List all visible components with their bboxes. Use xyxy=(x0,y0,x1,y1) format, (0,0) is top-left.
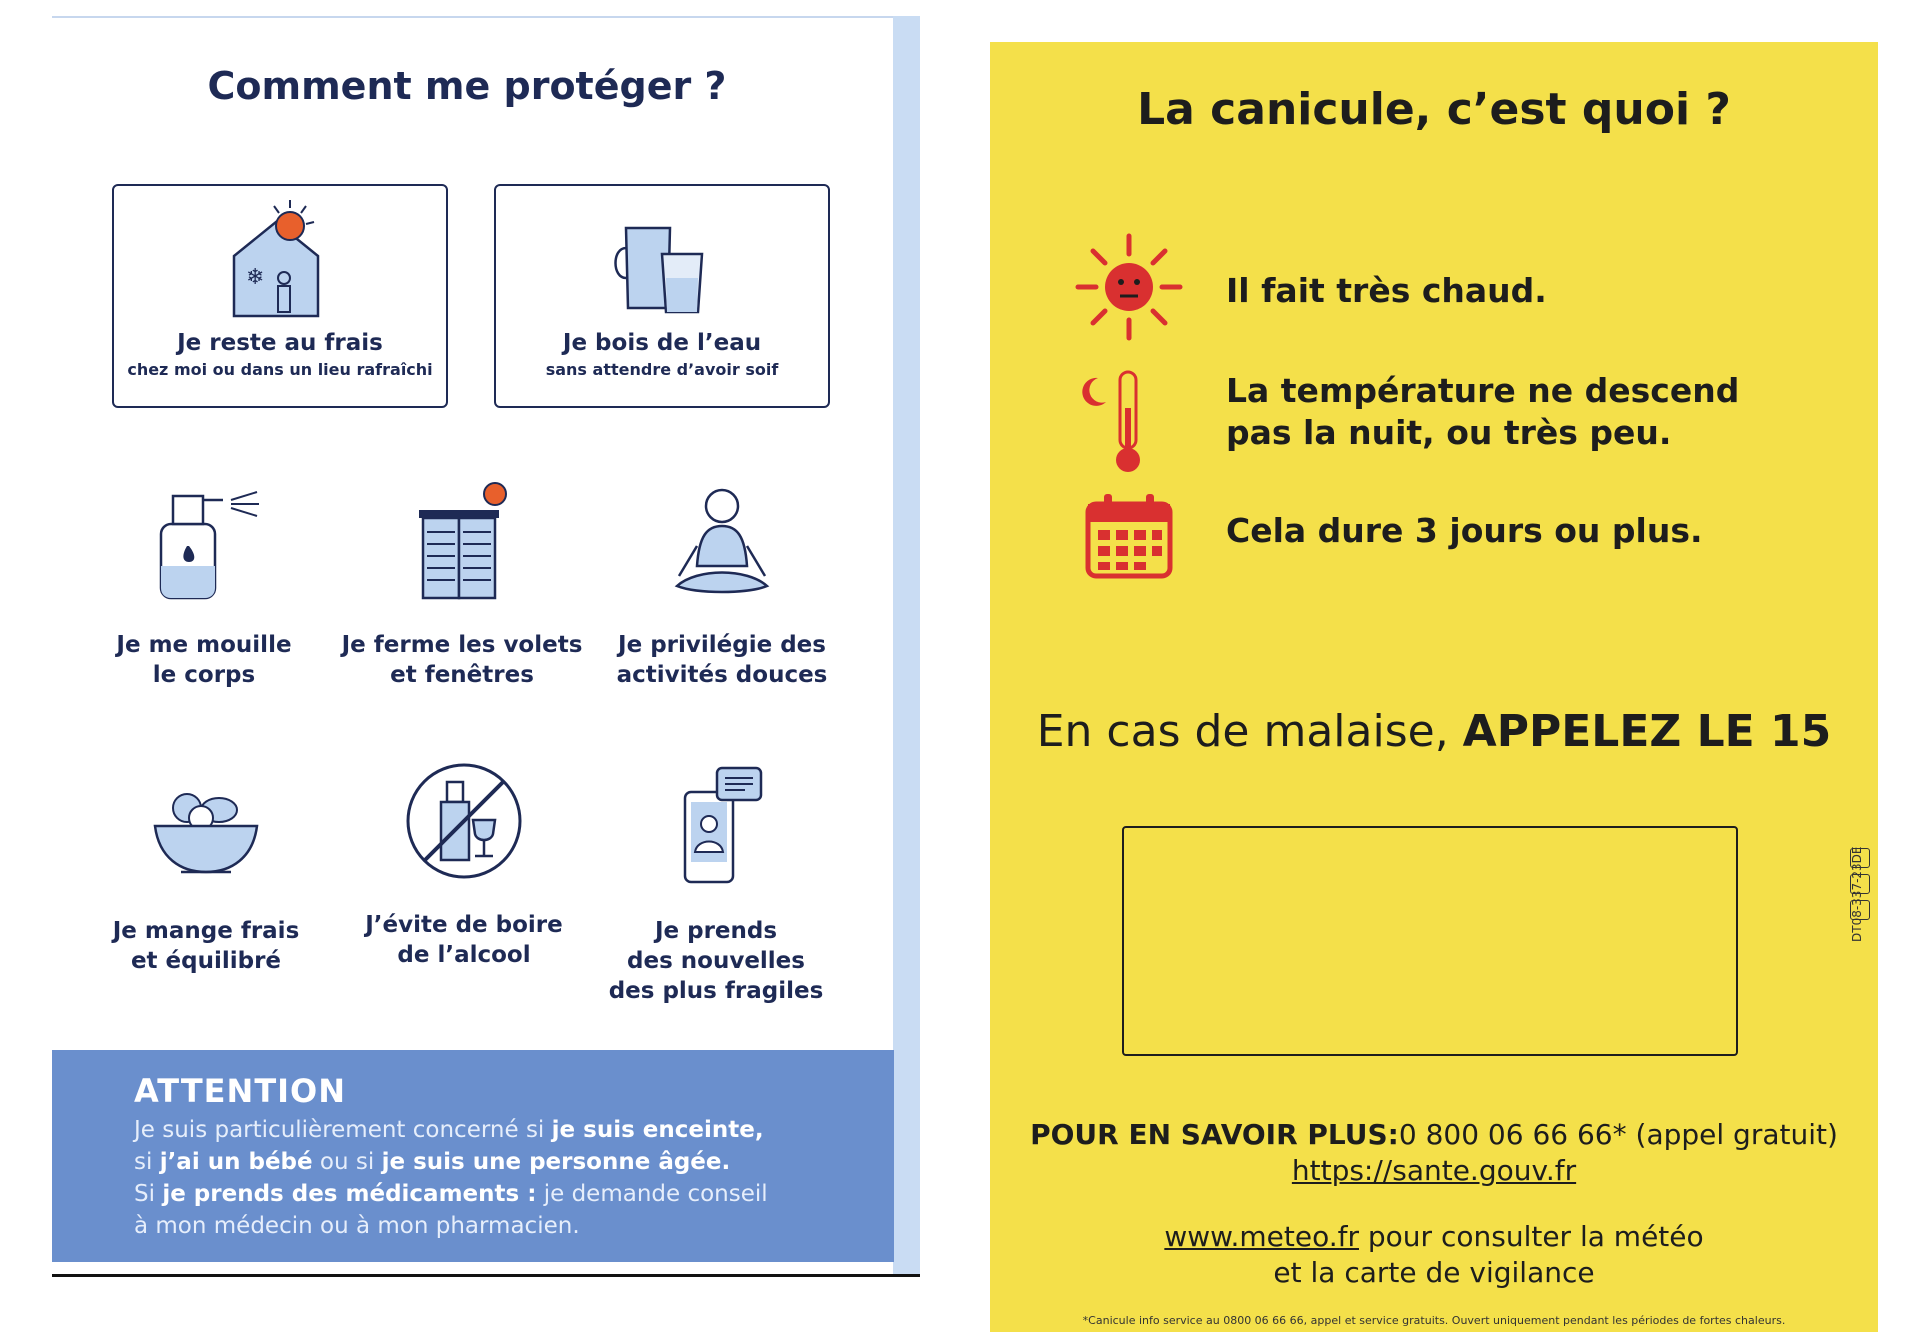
left-poster-bottom-rule xyxy=(52,1274,920,1277)
heat-fact-1: Il fait très chaud. xyxy=(1226,271,1547,310)
moon-thermometer-icon xyxy=(1076,368,1156,478)
shutters-window-icon xyxy=(397,476,527,606)
attention-title: ATTENTION xyxy=(134,1072,347,1110)
calendar-icon xyxy=(1084,492,1174,582)
card-stay-cool xyxy=(112,184,448,408)
heat-fact-2-line2: pas la nuit, ou très peu. xyxy=(1226,413,1672,452)
more-info-phone: 0 800 06 66 66* (appel gratuit) xyxy=(1398,1118,1838,1151)
emergency-call-number: APPELEZ LE 15 xyxy=(1462,706,1832,757)
svg-text:❄: ❄ xyxy=(246,265,265,290)
salad-bowl-icon xyxy=(141,762,271,892)
meditation-person-icon xyxy=(657,476,787,606)
document-code: DT08-337-23DE xyxy=(1850,846,1864,942)
tip-close-shutters-line2: et fenêtres xyxy=(390,662,534,688)
tip-avoid-alcohol-line2: de l’alcool xyxy=(397,942,531,968)
water-jug-glass-icon xyxy=(608,208,718,328)
meteo-rest: pour consulter la météo xyxy=(1359,1220,1704,1253)
sante-link[interactable]: https://sante.gouv.fr xyxy=(1291,1154,1577,1187)
tip-gentle-activities-line2: activités douces xyxy=(616,662,828,688)
blank-info-box xyxy=(1122,826,1738,1056)
attention-p2d: je suis une personne âgée. xyxy=(381,1149,731,1175)
attention-panel xyxy=(52,1050,894,1262)
spray-bottle-icon xyxy=(139,476,269,606)
sun-face-icon xyxy=(1074,232,1184,342)
sante-link-line xyxy=(990,1154,1878,1187)
tip-wet-body xyxy=(74,476,334,690)
meteo-link[interactable]: www.meteo.fr xyxy=(1164,1220,1359,1253)
card-stay-cool-subtitle: chez moi ou dans un lieu rafraîchi xyxy=(127,360,433,379)
tip-gentle-activities-line1: Je privilégie des xyxy=(618,632,826,658)
tip-eat-fresh-line2: et équilibré xyxy=(130,948,282,974)
left-poster-side-band xyxy=(893,16,920,1276)
heat-fact-2-line1: La température ne descend xyxy=(1226,371,1740,410)
attention-p2b: j’ai un bébé xyxy=(159,1149,313,1175)
attention-p2a: si xyxy=(134,1149,160,1175)
meteo-line xyxy=(990,1220,1878,1253)
right-poster-title: La canicule, c’est quoi ? xyxy=(1137,84,1731,135)
attention-p3b: je prends des médicaments : xyxy=(162,1181,537,1207)
house-cool-icon xyxy=(220,196,340,326)
left-poster-title: Comment me protéger ? xyxy=(207,64,727,108)
tip-wet-body-line2: le corps xyxy=(152,662,256,688)
tip-avoid-alcohol-line1: J’évite de boire xyxy=(365,912,563,938)
no-alcohol-icon xyxy=(399,756,529,886)
card-drink-water-title: Je bois de l’eau xyxy=(562,330,762,356)
heat-fact-3: Cela dure 3 jours ou plus. xyxy=(1226,511,1703,550)
tip-gentle-activities xyxy=(592,476,852,690)
attention-p3c: je demande conseil xyxy=(536,1181,768,1207)
emergency-call-line xyxy=(990,706,1878,757)
tip-eat-fresh xyxy=(76,762,336,976)
tip-close-shutters-line1: Je ferme les volets xyxy=(341,632,583,658)
tip-check-on-vulnerable-line2: des nouvelles xyxy=(627,948,805,974)
card-stay-cool-title: Je reste au frais xyxy=(177,330,383,356)
tip-avoid-alcohol xyxy=(334,756,594,970)
attention-p1a: Je suis particulièrement concerné si xyxy=(134,1117,552,1143)
tip-check-on-vulnerable xyxy=(586,762,846,1006)
attention-p3a: Si xyxy=(134,1181,163,1207)
tip-eat-fresh-line1: Je mange frais xyxy=(112,918,300,944)
tip-wet-body-line1: Je me mouille xyxy=(116,632,292,658)
emergency-call-prefix: En cas de malaise, xyxy=(1036,706,1463,757)
attention-p1b: je suis enceinte, xyxy=(551,1117,764,1143)
more-info-line xyxy=(990,1118,1878,1151)
tip-check-on-vulnerable-line3: des plus fragiles xyxy=(608,978,824,1004)
meteo-line-2: et la carte de vigilance xyxy=(1273,1256,1595,1289)
heat-fact-2 xyxy=(1226,370,1739,454)
tip-check-on-vulnerable-line1: Je prends xyxy=(654,918,778,944)
tip-close-shutters xyxy=(332,476,592,690)
more-info-label: POUR EN SAVOIR PLUS: xyxy=(1030,1118,1399,1151)
phone-message-icon xyxy=(651,762,781,892)
attention-p2c: ou si xyxy=(312,1149,382,1175)
card-drink-water xyxy=(494,184,830,408)
right-poster xyxy=(990,42,1878,1332)
footnote: *Canicule info service au 0800 06 66 66, appel et service gratuits. Ouvert uniquement pendant les périodes de fortes chaleurs. xyxy=(1082,1314,1786,1327)
card-drink-water-subtitle: sans attendre d’avoir soif xyxy=(545,360,779,379)
attention-text xyxy=(134,1114,854,1242)
attention-p4: à mon médecin ou à mon pharmacien. xyxy=(134,1213,580,1239)
